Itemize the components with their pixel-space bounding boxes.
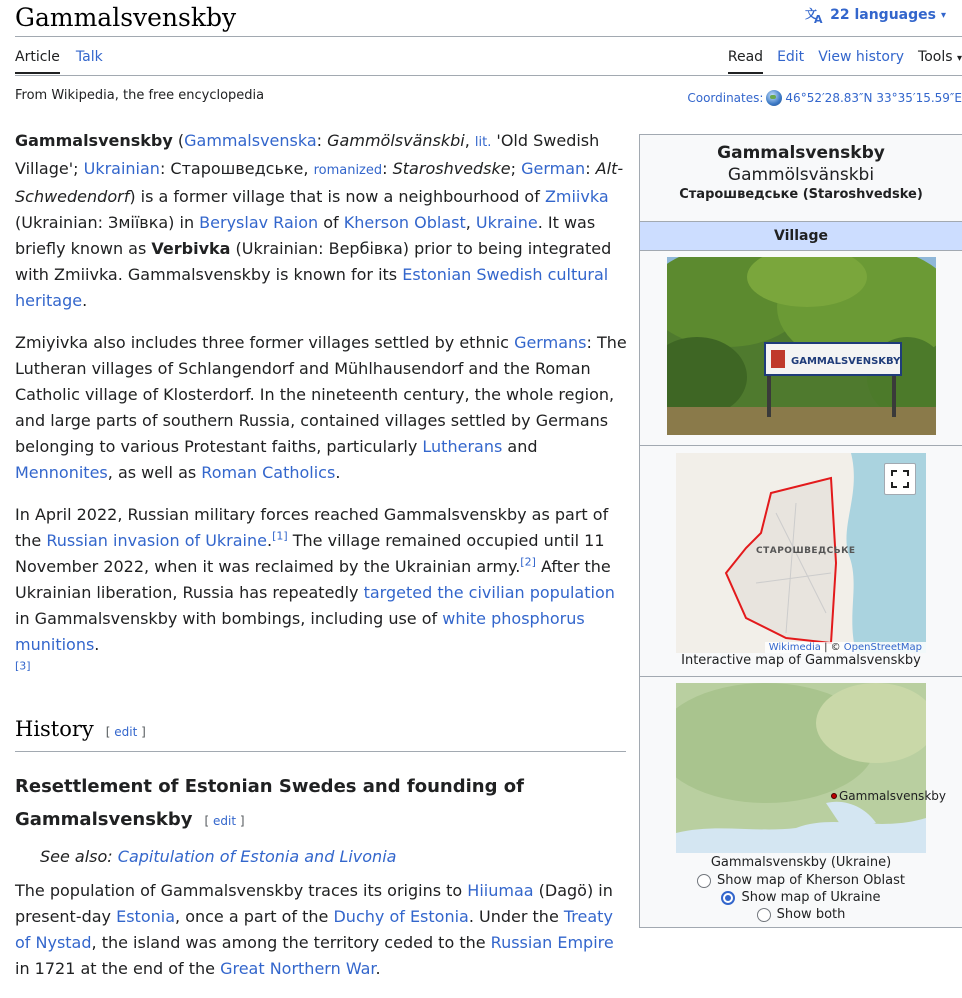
tab-edit[interactable]: Edit (777, 49, 805, 65)
link-white-phosphorus[interactable]: white phosphorus munitions (15, 609, 585, 654)
text: The population of Gammalsvenskby traces its origins to (15, 881, 468, 900)
link-great-northern-war[interactable]: Great Northern War (220, 959, 376, 978)
text: of (318, 213, 344, 232)
location-caption: Gammalsvenskby (Ukraine) (710, 855, 892, 870)
text: : Старошведське, (159, 159, 314, 178)
citation-1[interactable]: [1] (272, 529, 288, 543)
location-marker (831, 789, 946, 803)
bold-term: Gammalsvenskby (15, 131, 173, 150)
link-ukraine[interactable]: Ukraine (475, 213, 538, 232)
interactive-map[interactable] (676, 453, 926, 653)
coordinates (687, 90, 962, 106)
infobox-type: Village (640, 221, 962, 251)
infobox-cyrillic-name: Старошведське (Staroshvedske) (679, 187, 923, 202)
paragraph-germans (15, 330, 627, 486)
link-ukrainian[interactable]: Ukrainian (83, 159, 160, 178)
text: (Ukrainian: Зміївка) in (15, 213, 200, 232)
citation-3[interactable]: [3] (15, 659, 31, 673)
text: (Ukrainian: Вербівка) prior to being integrated with Zmiivka. Gammalsvenskby is known for its (15, 239, 612, 284)
page-title: Gammalsvenskby (15, 3, 237, 32)
link-roman-catholics[interactable]: Roman Catholics (201, 463, 336, 482)
text: , as well as (107, 463, 202, 482)
link-german[interactable]: German (521, 159, 586, 178)
tab-article[interactable]: Article (15, 48, 60, 74)
namespace-tabs (15, 48, 103, 74)
link-mennonites[interactable]: Mennonites (15, 463, 108, 482)
location-dot-icon (831, 793, 837, 799)
map-caption: Interactive map of Gammalsvenskby (681, 653, 921, 668)
text: , (464, 131, 475, 150)
link-kherson-oblast[interactable]: Kherson Oblast (343, 213, 466, 232)
tools-label: Tools (918, 49, 953, 65)
languages-label: 22 languages (830, 7, 936, 23)
languages-button[interactable] (805, 6, 946, 24)
edit-subsection-link[interactable]: edit (213, 814, 237, 828)
link-duchy-of-estonia[interactable]: Duchy of Estonia (333, 907, 469, 926)
text: : (382, 159, 393, 178)
view-tabs (728, 48, 962, 74)
paragraph-origins (15, 878, 627, 982)
heading-text: History (15, 717, 94, 741)
svg-text:文: 文 (805, 7, 818, 21)
tabs-divider (15, 75, 962, 76)
edit-subsection: [ edit ] (204, 814, 245, 828)
sign-text: GAMMALSVENSKBY (791, 356, 901, 367)
link-targeted-civilians[interactable]: targeted the civilian population (363, 583, 615, 602)
hatnote (40, 844, 627, 870)
text: ( (172, 131, 185, 150)
link-romanized[interactable]: romanized (313, 163, 383, 178)
text: , once a part of the (175, 907, 334, 926)
text: . (375, 959, 381, 978)
map-toggle (640, 872, 962, 923)
text: : (316, 131, 328, 150)
globe-icon[interactable] (766, 90, 782, 106)
text: . (82, 291, 88, 310)
link-hiiumaa[interactable]: Hiiumaa (467, 881, 534, 900)
village-sign-photo[interactable] (667, 257, 936, 435)
bold-term: Verbivka (151, 239, 231, 258)
article-content (15, 128, 627, 998)
photo-graphic (667, 257, 936, 435)
link-lutherans[interactable]: Lutherans (422, 437, 503, 456)
section-heading-history (15, 716, 626, 752)
radio-label: Show map of Kherson Oblast (716, 873, 906, 888)
edit-section-link[interactable]: edit (114, 725, 138, 739)
text: See also: (40, 847, 118, 866)
heading-text: Resettlement of Estonian Swedes and founding of Gammalsvenskby (15, 776, 524, 830)
coordinates-label[interactable]: Coordinates: (687, 91, 764, 105)
text: , the island was among the territory ceded to the (91, 933, 491, 952)
tools-menu[interactable] (918, 48, 962, 74)
text: In April 2022, Russian military forces reached Gammalsvenskby as part of the (15, 505, 609, 550)
radio-both[interactable] (757, 908, 771, 922)
radio-row-kherson[interactable] (640, 872, 962, 889)
text: and (502, 437, 538, 456)
paragraph-invasion (15, 502, 627, 684)
subsection-heading (15, 770, 627, 838)
translate-icon (805, 6, 825, 24)
divider (640, 676, 962, 677)
location-label: Gammalsvenskby (839, 789, 946, 803)
fullscreen-icon (885, 464, 915, 494)
title-divider (15, 36, 962, 37)
italic-term: Staroshvedske (392, 159, 511, 178)
text: After the Ukrainian liberation, Russia has repeatedly (15, 557, 611, 602)
svg-text:A: A (814, 13, 823, 24)
text: : The Lutheran villages of Schlangendorf and Mühlhausendorf and the Roman Catholic village of Klosterdorf. In the nineteenth century, the whole region, and large parts of southern Russia, contained villages settled by Germans belonging to various Protestant faiths, particularly (15, 333, 627, 456)
fullscreen-button[interactable] (884, 463, 916, 495)
text: ; (510, 159, 522, 178)
divider (640, 445, 962, 446)
edit-section: [ edit ] (105, 725, 146, 739)
text: . It was briefly known as (15, 213, 596, 258)
chevron-down-icon: ▾ (940, 9, 946, 21)
text: The village remained occupied until 11 November 2022, when it was reclaimed by the Ukrainian army. (15, 531, 605, 576)
italic-term: Gammölsvänskbi (327, 131, 465, 150)
italic-term: Alt-Schwedendorf (15, 159, 624, 206)
radio-kherson[interactable] (697, 874, 711, 888)
location-map-graphic (676, 683, 926, 853)
text: in 1721 at the end of the (15, 959, 221, 978)
location-map[interactable] (676, 683, 926, 853)
infobox-native-name: Gammölsvänskbi (727, 165, 875, 185)
coordinates-link[interactable]: 46°52′28.83″N 33°35′15.59″E (785, 91, 962, 105)
radio-label: Show map of Ukraine (741, 890, 881, 905)
text: in Gammalsvenskby with bombings, including use of (15, 609, 443, 628)
link-zmiivka[interactable]: Zmiivka (544, 187, 609, 206)
text: , (465, 213, 476, 232)
link-capitulation[interactable]: Capitulation of Estonia and Livonia (117, 847, 397, 866)
link-beryslav-raion[interactable]: Beryslav Raion (199, 213, 319, 232)
radio-row-both[interactable] (640, 906, 962, 923)
paragraph-intro (15, 128, 627, 314)
map-place-label: СТАРОШВЕДСЬКЕ (756, 546, 856, 556)
text: ) is a former village that is now a neighbourhood of (129, 187, 545, 206)
map-attribution: Wikimedia | © OpenStreetMap (765, 642, 926, 653)
tab-talk[interactable]: Talk (75, 49, 103, 65)
link-gammalsvenska[interactable]: Gammalsvenska (184, 131, 317, 150)
link-treaty-of-nystad[interactable]: Treaty of Nystad (15, 907, 613, 952)
tab-read[interactable]: Read (728, 48, 763, 74)
text: Zmiyivka also includes three former villages settled by ethnic (15, 333, 515, 352)
link-germans[interactable]: Germans (514, 333, 587, 352)
wikimedia-link[interactable]: Wikimedia (768, 642, 821, 653)
infobox (639, 134, 962, 928)
infobox-title: Gammalsvenskby (717, 143, 885, 163)
text: . (266, 531, 273, 550)
chevron-down-icon: ▾ (956, 53, 962, 64)
link-russian-empire[interactable]: Russian Empire (490, 933, 614, 952)
radio-label: Show both (776, 907, 846, 922)
text: . Under the (468, 907, 564, 926)
link-lit[interactable]: lit. (474, 135, 492, 150)
radio-ukraine[interactable] (721, 891, 735, 905)
osm-link[interactable]: OpenStreetMap (843, 642, 922, 653)
text: : (585, 159, 596, 178)
citation-2[interactable]: [2] (520, 555, 536, 569)
tagline: From Wikipedia, the free encyclopedia (15, 88, 265, 103)
text: (Dagö) in present-day (15, 881, 613, 926)
link-estonian-swedish-heritage[interactable]: Estonian Swedish cultural heritage (15, 265, 609, 310)
text: 'Old Swedish Village'; (15, 131, 600, 178)
tab-view-history[interactable]: View history (818, 49, 905, 65)
link-estonia[interactable]: Estonia (116, 907, 176, 926)
text: . (335, 463, 341, 482)
link-russian-invasion[interactable]: Russian invasion of Ukraine (46, 531, 267, 550)
text: . (94, 635, 100, 654)
radio-row-ukraine[interactable] (640, 889, 962, 906)
